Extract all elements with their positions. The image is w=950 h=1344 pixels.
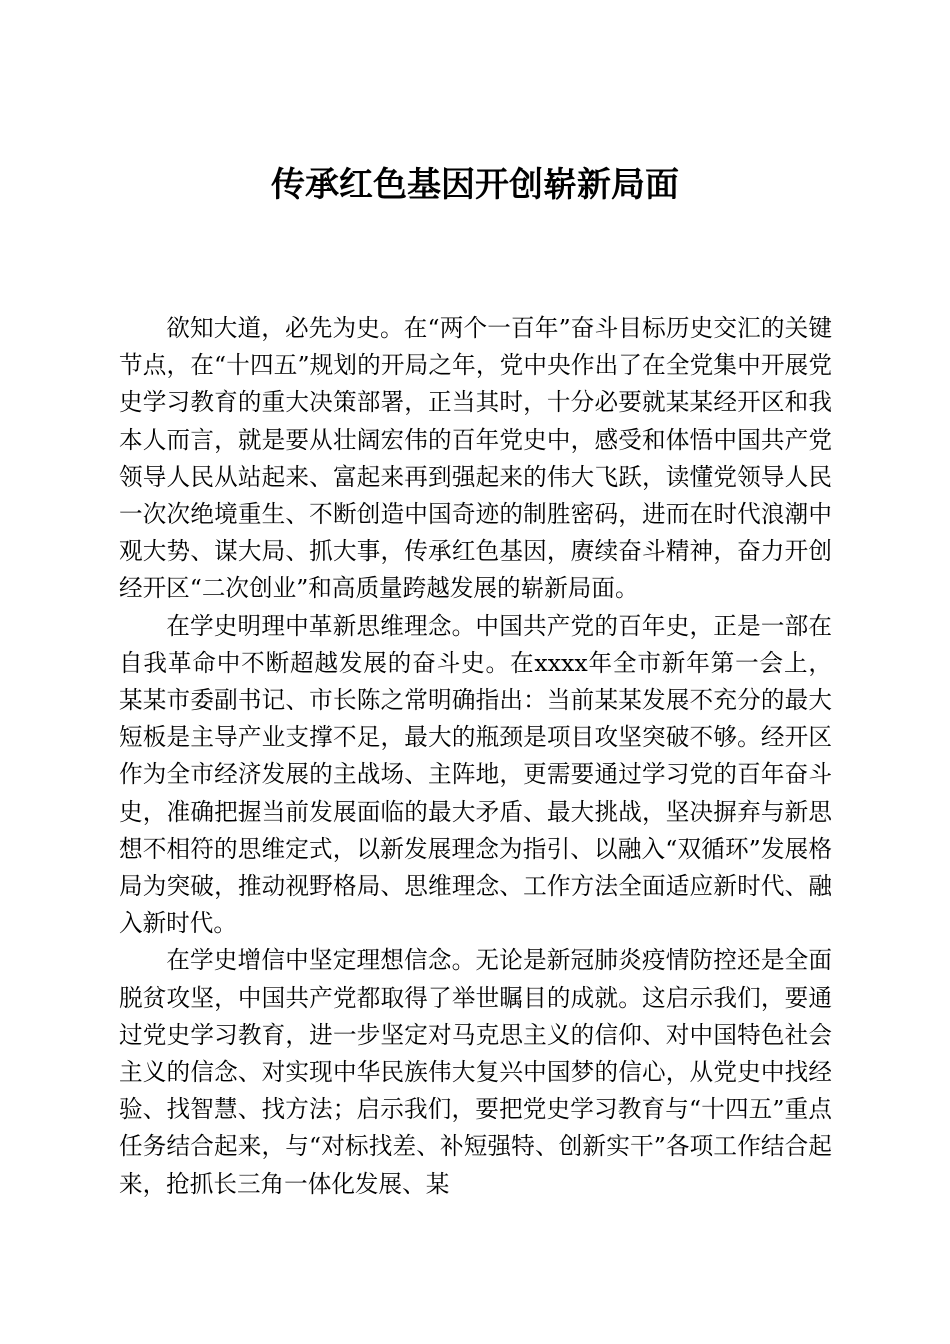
paragraph-intro: 欲知大道，必先为史。在“两个一百年”奋斗目标历史交汇的关键节点，在“十四五”规划的开局之年，党中央作出了在全党集中开展党史学习教育的重大决策部署，正当其时，十分必要就某某经开区和我本人而言，就是要从壮阔宏伟的百年党史中，感受和体悟中国共产党领导人民从站起来、富起来再到强起来的伟大飞跃，读懂党领导人民一次次绝境重生、不断创造中国奇迹的制胜密码，进而在时代浪潮中观大势、谋大局、抓大事，传承红色基因，赓续奋斗精神，奋力开创经开区“二次创业”和高质量跨越发展的崭新局面。 <box>119 314 832 603</box>
paragraph-learn-history-reason: 在学史明理中革新思维理念。中国共产党的百年史，正是一部在自我革命中不断超越发展的奋斗史。在xxxx年全市新年第一会上，某某市委副书记、市长陈之常明确指出：当前某某发展不充分的最大短板是主导产业支撑不足，最大的瓶颈是项目攻坚突破不够。经开区作为全市经济发展的主战场、主阵地，更需要通过学习党的百年奋斗史，准确把握当前发展面临的最大矛盾、最大挑战，坚决摒弃与新思想不相符的思维定式，以新发展理念为指引、以融入“双循环”发展格局为突破，推动视野格局、思维理念、工作方法全面适应新时代、融入新时代。 <box>119 611 832 938</box>
paragraph-learn-history-faith: 在学史增信中坚定理想信念。无论是新冠肺炎疫情防控还是全面脱贫攻坚，中国共产党都取得了举世瞩目的成就。这启示我们，要通过党史学习教育，进一步坚定对马克思主义的信仰、对中国特色社会主义的信念、对实现中华民族伟大复兴中国梦的信心，从党史中找经验、找智慧、找方法；启示我们，要把党史学习教育与“十四五”重点任务结合起来，与“对标找差、补短强特、创新实干”各项工作结合起来，抢抓长三角一体化发展、某 <box>119 946 832 1198</box>
document-title: 传承红色基因开创崭新局面 <box>271 165 679 205</box>
document-body <box>119 310 832 1203</box>
